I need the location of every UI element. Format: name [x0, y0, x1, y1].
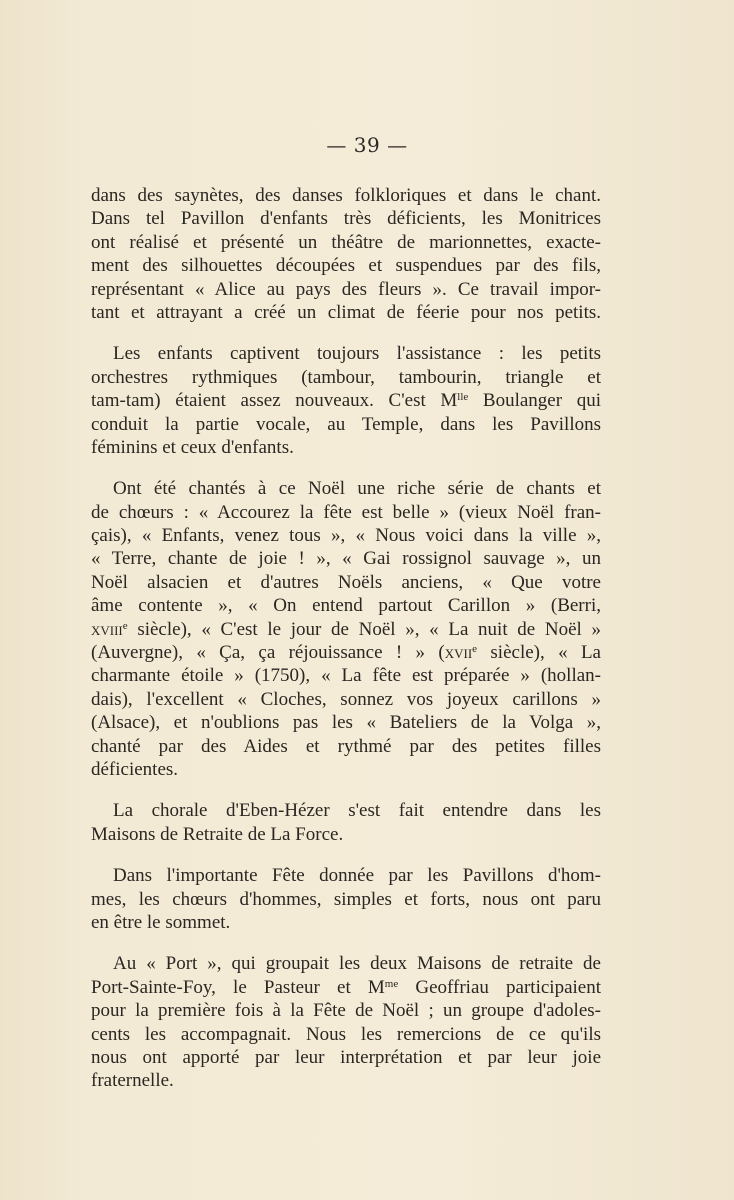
text-line: tant et attrayant a créé un climat de féerie pour nos petits. — [91, 301, 601, 323]
text-line: conduit la partie vocale, au Temple, dans les Pavillons — [91, 413, 601, 435]
paragraph-continued — [91, 366, 601, 460]
text-line: Noël alsacien et d'autres Noëls anciens, « Que votre — [91, 571, 601, 593]
page-number: — 39 — — [326, 133, 408, 157]
paragraph-continued — [91, 501, 601, 782]
text-line: « Terre, chante de joie ! », « Gai rossignol sauvage », un — [91, 548, 601, 570]
text-line: Maisons de Retraite de La Force. — [91, 823, 344, 845]
text-line: féminins et ceux d'enfants. — [91, 436, 294, 458]
paragraph-continued — [91, 888, 601, 935]
paragraph — [91, 952, 601, 975]
text-line: Dans l'importante Fête donnée par les Pavillons d'hom- — [113, 865, 601, 887]
text-line: mes, les chœurs d'hommes, simples et forts, nous ont paru — [91, 888, 601, 910]
text-line: cents les accompagnait. Nous les remercions de ce qu'ils — [91, 1023, 601, 1045]
text-line: âme contente », « On entend partout Carillon » (Berri, — [91, 595, 601, 617]
text-line: xviii$^e$ siècle), « C'est le jour de Noël », « La nuit de Noël » — [91, 618, 601, 640]
text-line: Ont été chantés à ce Noël une riche série de chants et — [113, 478, 601, 500]
text-line: Au « Port », qui groupait les deux Maisons de retraite de — [113, 953, 601, 975]
paragraph — [91, 342, 601, 365]
text-line: déficientes. — [91, 758, 179, 780]
text-line: tam-tam) étaient assez nouveaux. C'est $M^{lle}$ Boulanger qui — [91, 390, 601, 412]
text-line: çais), « Enfants, venez tous », « Nous voici dans la ville », — [91, 525, 601, 547]
paragraph — [91, 184, 601, 324]
text-line: Les enfants captivent toujours l'assistance : les petits — [113, 343, 601, 365]
text-line: dais), l'excellent « Cloches, sonnez vos joyeux carillons » — [91, 688, 601, 710]
document-body — [91, 184, 601, 1093]
text-line: représentant « Alice au pays des fleurs ». Ce travail impor- — [91, 278, 601, 300]
text-line: en être le sommet. — [91, 911, 231, 933]
text-line: Dans tel Pavillon d'enfants très déficients, les Monitrices — [91, 208, 601, 230]
paragraph-continued — [91, 976, 601, 1093]
text-line: Port-Sainte-Foy, le Pasteur et $M^{me}$ Geoffriau participaient — [91, 976, 601, 998]
text-line: ment des silhouettes découpées et suspendues par des fils, — [91, 255, 601, 277]
text-line: nous ont apporté par leur interprétation et par leur joie — [91, 1046, 601, 1068]
text-line: chanté par des Aides et rythmé par des petites filles — [91, 735, 601, 757]
paragraph — [91, 477, 601, 500]
text-line: (Auvergne), « Ça, ça réjouissance ! » (xvii$^e$ siècle), « La — [91, 642, 601, 664]
text-line: de chœurs : « Accourez la fête est belle » (vieux Noël fran- — [91, 501, 601, 523]
text-line: La chorale d'Eben-Hézer s'est fait entendre dans les — [113, 800, 601, 822]
paragraph — [91, 864, 601, 887]
text-line: fraternelle. — [91, 1070, 174, 1092]
paragraph — [91, 799, 601, 822]
paragraph-continued — [91, 823, 601, 846]
text-line: charmante étoile » (1750), « La fête est préparée » (hollan- — [91, 665, 601, 687]
text-line: pour la première fois à la Fête de Noël ; un groupe d'adoles- — [91, 1000, 601, 1022]
text-line: ont réalisé et présenté un théâtre de marionnettes, exacte- — [91, 231, 601, 253]
text-line: dans des saynètes, des danses folkloriques et dans le chant. — [91, 185, 601, 206]
text-line: (Alsace), et n'oublions pas les « Bateliers de la Volga », — [91, 712, 601, 734]
text-line: orchestres rythmiques (tambour, tambourin, triangle et — [91, 366, 601, 388]
